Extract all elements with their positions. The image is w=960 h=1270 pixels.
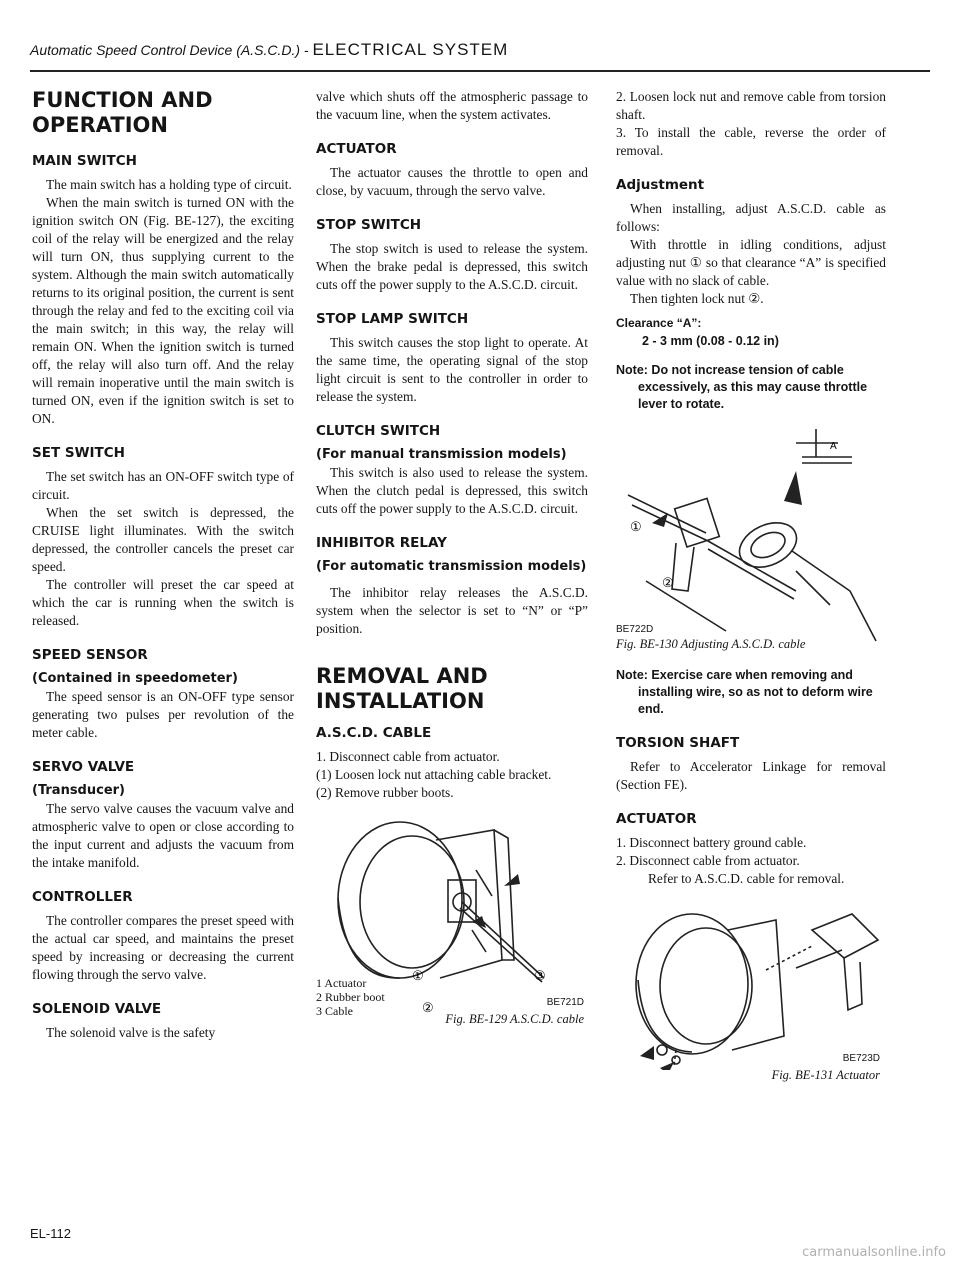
- callout-2: ②: [422, 1000, 434, 1015]
- column-2: [316, 88, 588, 1034]
- figure-caption: Fig. BE-129 A.S.C.D. cable: [445, 1012, 584, 1026]
- paragraph: When installing, adjust A.S.C.D. cable as follows:: [616, 201, 886, 234]
- step: (1) Loosen lock nut attaching cable bracket.: [316, 767, 552, 782]
- step: 2. Disconnect cable from actuator.: [616, 853, 800, 868]
- heading-function-operation: FUNCTION AND OPERATION: [32, 88, 213, 137]
- subheading-speed-sensor: (Contained in speedometer): [32, 671, 238, 686]
- paragraph: The actuator causes the throttle to open and close, by vacuum, through the servo valve.: [316, 165, 588, 198]
- paragraph: valve which shuts off the atmospheric passage to the vacuum line, when the system activates.: [316, 89, 588, 122]
- heading-stop-lamp-switch: STOP LAMP SWITCH: [316, 311, 469, 327]
- paragraph: Refer to Accelerator Linkage for removal (Section FE).: [616, 759, 886, 792]
- figure-be-130: [616, 421, 886, 655]
- legend-item: 3 Cable: [316, 1004, 353, 1018]
- page-number: EL-112: [30, 1226, 71, 1241]
- column-3: [616, 88, 886, 1090]
- note: Note: Do not increase tension of cable excessively, as this may cause throttle lever to rotate.: [616, 363, 868, 411]
- callout-2: ②: [662, 575, 674, 590]
- paragraph: The main switch has a holding type of circuit.: [46, 177, 292, 192]
- label-a: A: [830, 441, 837, 452]
- heading-servo-valve: SERVO VALVE: [32, 759, 135, 775]
- step: 3. To install the cable, reverse the order of removal.: [616, 125, 886, 158]
- paragraph: With throttle in idling conditions, adjust adjusting nut ① so that clearance “A” is specified value with no slack of cable.: [616, 237, 886, 288]
- heading-removal-installation: REMOVAL AND INSTALLATION: [316, 664, 488, 713]
- spec-value: 2 - 3 mm (0.08 - 0.12 in): [642, 334, 779, 348]
- paragraph: The inhibitor relay releases the A.S.C.D. system when the selector is set to “N” or “P” position.: [316, 585, 588, 636]
- paragraph: This switch causes the stop light to operate. At the same time, the operating signal of the stop light circuit is sent to the controller in order to release the system.: [316, 335, 588, 404]
- step: 1. Disconnect cable from actuator.: [316, 749, 500, 764]
- heading-adjustment: Adjustment: [616, 177, 705, 193]
- heading-stop-switch: STOP SWITCH: [316, 217, 422, 233]
- heading-actuator: ACTUATOR: [316, 141, 397, 157]
- subheading-servo-valve: (Transducer): [32, 783, 125, 798]
- paragraph: The stop switch is used to release the system. When the brake pedal is depressed, this switch cuts off the power supply to the A.S.C.D. circuit.: [316, 241, 588, 292]
- figure-caption: Fig. BE-130 Adjusting A.S.C.D. cable: [616, 637, 806, 651]
- heading-actuator-removal: ACTUATOR: [616, 811, 697, 827]
- figure-code: BE723D: [842, 1053, 880, 1064]
- heading-controller: CONTROLLER: [32, 889, 133, 905]
- heading-solenoid-valve: SOLENOID VALVE: [32, 1001, 162, 1017]
- paragraph: Then tighten lock nut ②.: [630, 291, 764, 306]
- step: 1. Disconnect battery ground cable.: [616, 835, 807, 850]
- heading-set-switch: SET SWITCH: [32, 445, 125, 461]
- paragraph: When the set switch is depressed, the CRUISE light illuminates. With the switch depressed, the controller cancels the preset car speed.: [32, 505, 294, 574]
- heading-torsion-shaft: TORSION SHAFT: [616, 735, 740, 751]
- paragraph: Refer to A.S.C.D. cable for removal.: [648, 871, 845, 886]
- paragraph: This switch is also used to release the system. When the clutch pedal is depressed, this switch cuts off the power supply to the A.S.C.D. circuit.: [316, 465, 588, 516]
- paragraph: When the main switch is turned ON with the ignition switch ON (Fig. BE-127), the exciting coil of the relay will be energized and the relay will turn ON, thus supplying current to the system. Although the main switch automatically returns to its original position, the current is sent through the relay and fed to the exciting coil via the main switch; in this way, the relay will remain ON. When the ignition switch is turned off, the relay will also turn off. And the relay will remain inoperative until the main switch is turned ON, even if the ignition switch is set to ON.: [32, 195, 294, 426]
- page-header: [30, 40, 930, 72]
- figure-legend: [316, 976, 385, 1018]
- callout-3: ③: [534, 968, 546, 983]
- figure-code: BE721D: [546, 997, 584, 1008]
- callout-1: ①: [630, 519, 642, 534]
- step: 2. Loosen lock nut and remove cable from torsion shaft.: [616, 89, 886, 122]
- paragraph: The set switch has an ON-OFF switch type of circuit.: [32, 469, 294, 502]
- header-section: Automatic Speed Control Device (A.S.C.D.) -: [30, 42, 313, 58]
- subheading-clutch-switch: (For manual transmission models): [316, 447, 567, 462]
- paragraph: The controller compares the preset speed with the actual car speed, and maintains the preset speed by increasing or decreasing the current flowing through the servo valve.: [32, 913, 294, 982]
- figure-code: BE722D: [616, 624, 654, 635]
- note: Note: Exercise care when removing and installing wire, so as not to deform wire end.: [616, 668, 873, 716]
- column-1: [32, 88, 294, 1042]
- subheading-inhibitor-relay: (For automatic transmission models): [316, 559, 587, 574]
- paragraph: The controller will preset the car speed at which the car is running when the switch is released.: [32, 577, 294, 628]
- heading-main-switch: MAIN SWITCH: [32, 153, 137, 169]
- heading-ascd-cable: A.S.C.D. CABLE: [316, 725, 432, 741]
- figure-be-131: [616, 900, 886, 1090]
- header-title: ELECTRICAL SYSTEM: [312, 40, 509, 59]
- figure-caption: Fig. BE-131 Actuator: [771, 1068, 880, 1082]
- paragraph: The solenoid valve is the safety: [46, 1025, 216, 1040]
- paragraph: The speed sensor is an ON-OFF type sensor generating two pulses per revolution of the meter cable.: [32, 689, 294, 740]
- figure-be-129: [316, 810, 588, 1034]
- legend-item: 2 Rubber boot: [316, 990, 385, 1004]
- heading-speed-sensor: SPEED SENSOR: [32, 647, 148, 663]
- spec-label: Clearance “A”:: [616, 316, 702, 330]
- cable-adjustment-illustration: [616, 421, 886, 655]
- heading-inhibitor-relay: INHIBITOR RELAY: [316, 535, 447, 551]
- heading-clutch-switch: CLUTCH SWITCH: [316, 423, 441, 439]
- watermark: carmanualsonline.info: [802, 1245, 946, 1260]
- callout-1: ①: [412, 968, 424, 983]
- step: (2) Remove rubber boots.: [316, 785, 454, 800]
- legend-item: 1 Actuator: [316, 976, 367, 990]
- paragraph: The servo valve causes the vacuum valve and atmospheric valve to open or close according to the input current and adjusts the vacuum from the intake manifold.: [32, 801, 294, 870]
- actuator-illustration: [616, 900, 886, 1070]
